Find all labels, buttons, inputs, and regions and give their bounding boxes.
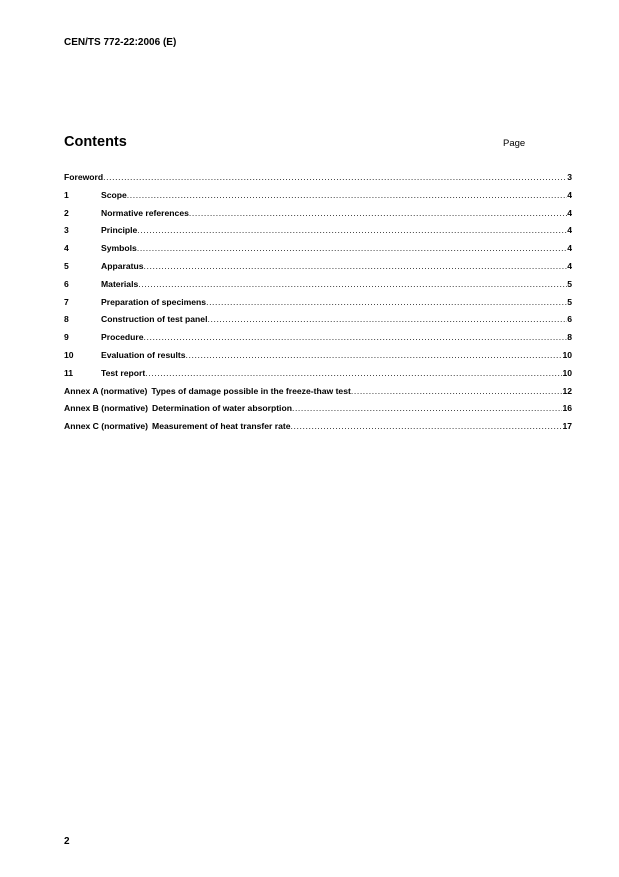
toc-entry-title: Types of damage possible in the freeze-thaw test — [151, 385, 351, 396]
dot-leader — [207, 314, 567, 324]
toc-entry-annex-a[interactable] — [64, 386, 572, 404]
toc-entry-number: 7 — [64, 296, 69, 307]
toc-entry-page: 5 — [567, 296, 572, 307]
toc-entry-page: 8 — [567, 332, 572, 343]
toc-entry-number: Annex A (normative) — [64, 385, 148, 396]
toc-entry-title: Symbols — [101, 243, 137, 254]
toc-entry-page: 10 — [562, 349, 572, 360]
toc-entry-annex-c[interactable] — [64, 421, 572, 439]
toc-entry-page: 4 — [567, 189, 572, 200]
toc-entry-number: 4 — [64, 243, 69, 254]
toc-entry-scope[interactable] — [64, 190, 572, 208]
dot-leader — [144, 261, 568, 271]
toc-entry-preparation-of-specimens[interactable] — [64, 297, 572, 315]
dot-leader — [291, 421, 563, 431]
toc-entry-number: 9 — [64, 332, 69, 343]
toc-entry-title: Normative references — [101, 207, 189, 218]
contents-heading: Contents — [64, 134, 127, 150]
toc-entry-construction-of-test-panel[interactable] — [64, 314, 572, 332]
toc-entry-annex-b[interactable] — [64, 403, 572, 421]
toc-entry-title: Test report — [101, 367, 146, 378]
toc-entry-page: 10 — [562, 367, 572, 378]
toc-entry-title: Principle — [101, 225, 138, 236]
toc-entry-title: Evaluation of results — [101, 349, 186, 360]
toc-entry-number: 5 — [64, 260, 69, 271]
toc-entry-page: 3 — [567, 172, 572, 182]
dot-leader — [189, 208, 567, 218]
dot-leader — [138, 279, 567, 289]
toc-entry-procedure[interactable] — [64, 332, 572, 350]
page-number: 2 — [64, 836, 70, 847]
toc-entry-title: Determination of water absorption — [152, 403, 292, 414]
toc-entry-title: Apparatus — [101, 260, 144, 271]
dot-leader — [351, 386, 563, 396]
toc-entry-title: Construction of test panel — [101, 314, 208, 325]
dot-leader — [206, 297, 567, 307]
toc-entry-page: 17 — [562, 421, 572, 432]
dot-leader — [137, 243, 567, 253]
toc-entry-number: 8 — [64, 314, 69, 325]
toc-entry-symbols[interactable] — [64, 243, 572, 261]
dot-leader — [127, 190, 567, 200]
toc-entry-number: 6 — [64, 278, 69, 289]
toc-entry-page: 12 — [562, 385, 572, 396]
toc-entry-normative-references[interactable] — [64, 208, 572, 226]
page-column-label: Page — [503, 138, 526, 149]
toc-entry-number: 1 — [64, 189, 69, 200]
toc-entry-apparatus[interactable] — [64, 261, 572, 279]
document-id: CEN/TS 772-22:2006 (E) — [64, 37, 177, 48]
toc-entry-page: 5 — [567, 278, 572, 289]
toc-entry-page: 16 — [562, 403, 572, 414]
toc-entry-principle[interactable] — [64, 225, 572, 243]
dot-leader — [145, 368, 562, 378]
toc-entry-evaluation-of-results[interactable] — [64, 350, 572, 368]
dot-leader — [186, 350, 563, 360]
toc-entry-number: 2 — [64, 207, 69, 218]
toc-entry-page: 4 — [567, 207, 572, 218]
toc-entry-number: 3 — [64, 225, 69, 236]
dot-leader — [292, 403, 562, 413]
toc-entry-page: 4 — [567, 225, 572, 236]
toc-entry-test-report[interactable] — [64, 368, 572, 386]
toc-entry-page: 4 — [567, 260, 572, 271]
dot-leader — [103, 172, 567, 182]
table-of-contents — [64, 172, 572, 439]
toc-entry-title: Preparation of specimens — [101, 296, 207, 307]
toc-entry-number: Annex B (normative) — [64, 403, 149, 414]
toc-entry-title: Foreword — [64, 172, 104, 182]
toc-entry-number: Annex C (normative) — [64, 421, 149, 432]
dot-leader — [144, 332, 568, 342]
toc-entry-page: 4 — [567, 243, 572, 254]
toc-entry-title: Materials — [101, 278, 139, 289]
toc-entry-number: 10 — [64, 349, 74, 360]
toc-entry-title: Measurement of heat transfer rate — [152, 421, 291, 432]
dot-leader — [137, 225, 567, 235]
toc-entry-number: 11 — [64, 367, 74, 378]
toc-entry-title: Procedure — [101, 332, 144, 343]
toc-entry-materials[interactable] — [64, 279, 572, 297]
toc-entry-foreword[interactable] — [64, 172, 572, 190]
toc-entry-title: Scope — [101, 189, 127, 200]
toc-entry-page: 6 — [567, 314, 572, 325]
